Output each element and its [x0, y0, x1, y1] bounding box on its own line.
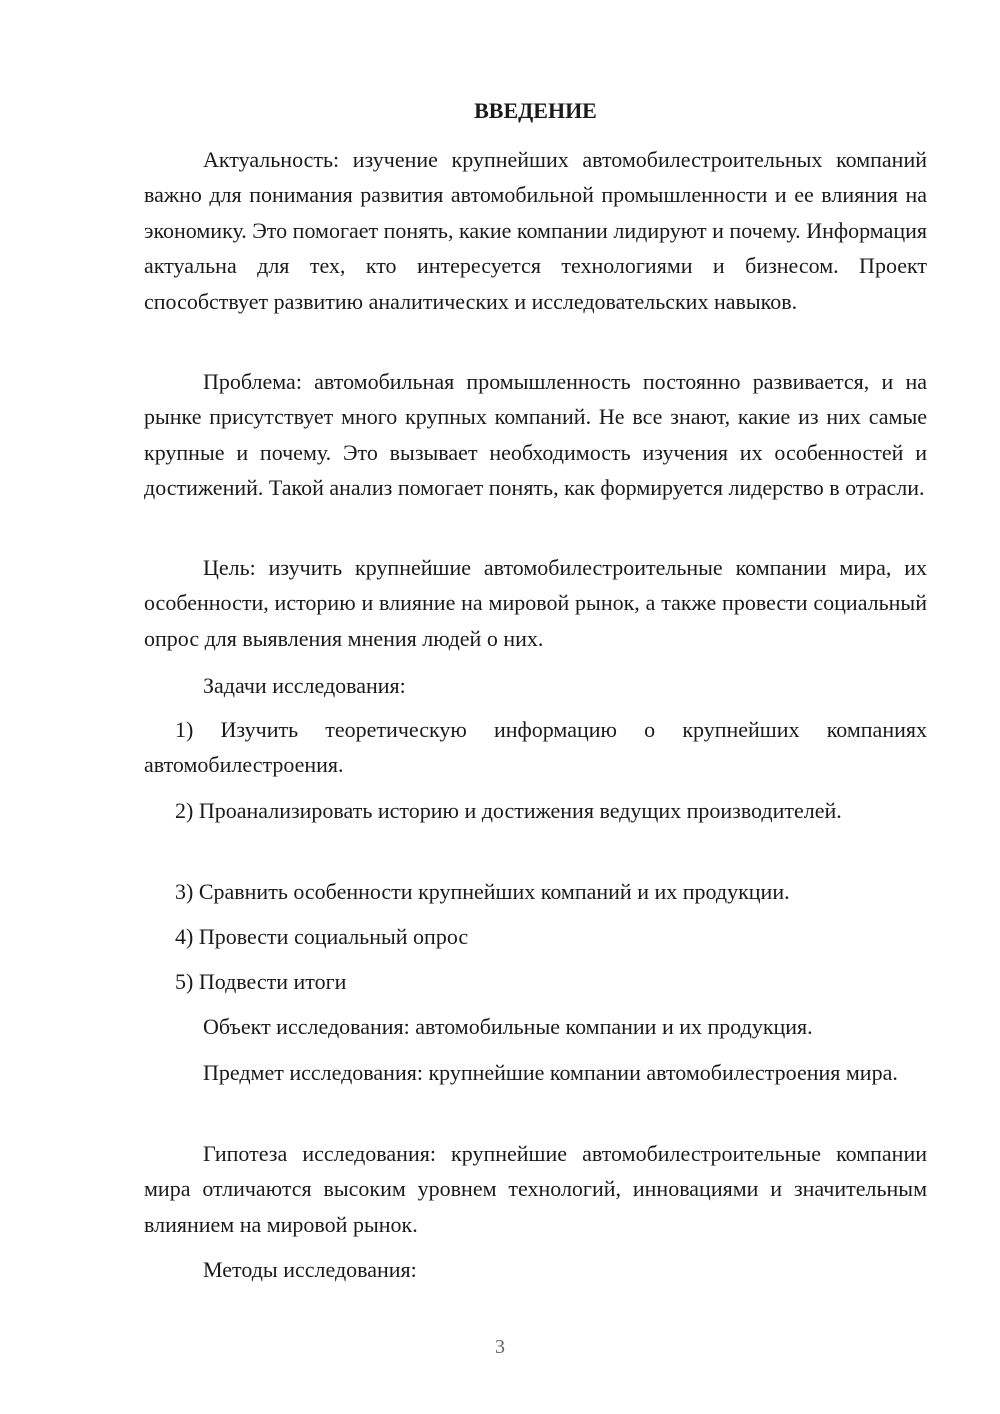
object-paragraph: Объект исследования: автомобильные компании и их продукция.: [203, 1014, 813, 1039]
tasks-heading: Задачи исследования:: [203, 673, 406, 698]
task-item-2: 2) Проанализировать историю и достижения ведущих производителей.: [175, 798, 842, 823]
section-title: ВВЕДЕНИЕ: [474, 98, 597, 123]
subject-paragraph: Предмет исследования: крупнейшие компании автомобилестроения мира.: [203, 1060, 898, 1085]
task-item-4: 4) Провести социальный опрос: [175, 924, 469, 949]
task-item-5: 5) Подвести итоги: [175, 969, 347, 994]
hypothesis-paragraph: Гипотеза исследования: крупнейшие автомобилестроительные компании мира отличаются высоким уровнем технологий, инновациями и значительным влиянием на мировой рынок.: [144, 1141, 927, 1237]
page-number: 3: [495, 1336, 505, 1358]
task-item-1: 1) Изучить теоретическую информацию о крупнейших компаниях автомобилестроения.: [144, 717, 927, 778]
problem-paragraph: Проблема: автомобильная промышленность постоянно развивается, и на рынке присутствует много крупных компаний. Не все знают, какие из них самые крупные и почему. Это вызывает необходимость изучения их особенностей и достижений. Такой анализ помогает понять, как формируется лидерство в отрасли.: [144, 369, 927, 501]
goal-paragraph: Цель: изучить крупнейшие автомобилестроительные компании мира, их особенности, историю и влияние на мировой рынок, а также провести социальный опрос для выявления мнения людей о них.: [144, 555, 927, 651]
task-item-3: 3) Сравнить особенности крупнейших компаний и их продукции.: [175, 879, 790, 904]
methods-heading: Методы исследования:: [203, 1257, 417, 1282]
relevance-paragraph: Актуальность: изучение крупнейших автомобилестроительных компаний важно для понимания развития автомобильной промышленности и ее влияния на экономику. Это помогает понять, какие компании лидируют и почему. Информация актуальна для тех, кто интересуется технологиями и бизнесом. Проект способствует развитию аналитических и исследовательских навыков.: [144, 147, 927, 314]
